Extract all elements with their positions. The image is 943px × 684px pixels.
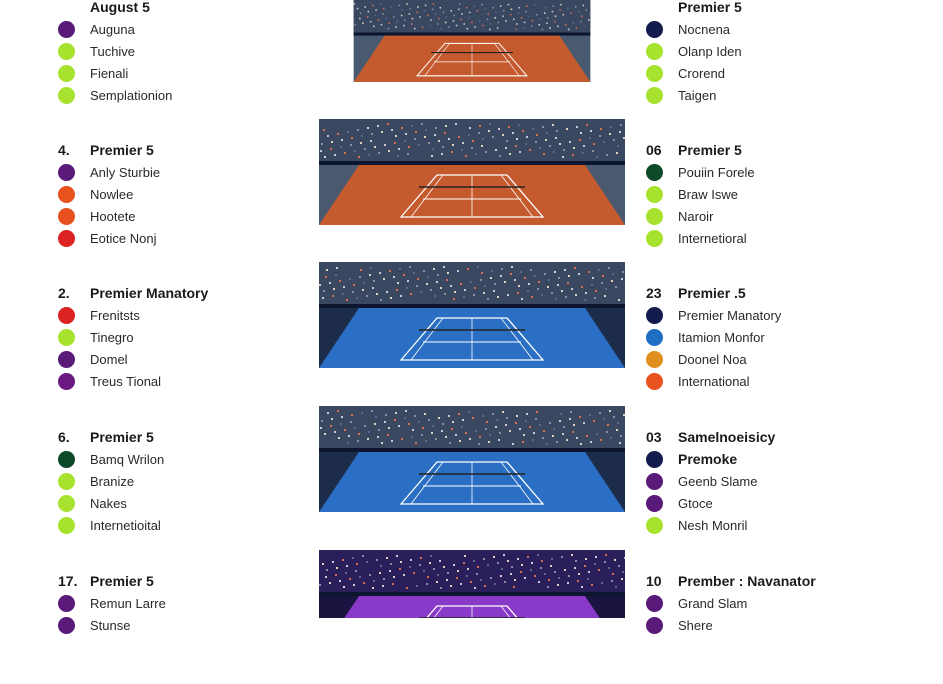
entry-heading <box>58 139 298 161</box>
list-item <box>646 227 936 249</box>
list-item <box>646 348 936 370</box>
entry-heading <box>58 570 298 592</box>
list-item-label: Taigen <box>678 87 717 103</box>
list-item-label: Braw Iswe <box>678 186 738 202</box>
entry-number: 06 <box>646 142 662 158</box>
list-item <box>646 614 936 636</box>
list-item-label: Nakes <box>90 495 127 511</box>
list-item-label: Geenb Slame <box>678 473 758 489</box>
list-item-label: Hootete <box>90 208 136 224</box>
list-item-label: Olanp Iden <box>678 43 742 59</box>
entry-number: 4. <box>58 142 70 158</box>
entry-heading <box>646 282 936 304</box>
list-item-label: Grand Slam <box>678 595 748 611</box>
category-dot <box>58 164 75 181</box>
category-dot <box>58 595 75 612</box>
list-item-label: Internetioral <box>678 230 747 246</box>
list-item <box>58 183 298 205</box>
list-item-label: Fienali <box>90 65 129 81</box>
category-dot <box>58 617 75 634</box>
list-item-label: Naroir <box>678 208 714 224</box>
list-item <box>646 18 936 40</box>
list-item-label: Remun Larre <box>90 595 166 611</box>
category-dot <box>646 186 663 203</box>
list-item <box>646 470 936 492</box>
category-dot <box>646 164 663 181</box>
entry-title: Prember : Navanator <box>678 573 816 589</box>
tournament-entry <box>646 282 936 392</box>
list-item <box>58 592 298 614</box>
list-item <box>646 183 936 205</box>
list-item-label: Nesh Monril <box>678 517 748 533</box>
list-item <box>646 161 936 183</box>
tournament-row <box>0 550 943 684</box>
list-item <box>646 370 936 392</box>
tournament-entry <box>646 139 936 249</box>
list-item <box>58 62 298 84</box>
tournament-row <box>0 119 943 253</box>
list-item-label: Branize <box>90 473 135 489</box>
court-photo <box>319 550 625 618</box>
list-item <box>58 304 298 326</box>
tournament-entry <box>58 0 298 106</box>
category-dot <box>646 43 663 60</box>
list-item-label: Shere <box>678 617 713 633</box>
list-item <box>646 448 936 470</box>
list-item <box>646 40 936 62</box>
category-dot <box>58 65 75 82</box>
category-dot <box>646 595 663 612</box>
list-item-label: Treus Tional <box>90 373 162 389</box>
list-item-label: Gtoce <box>678 495 713 511</box>
entry-title: Premier 5 <box>90 429 154 445</box>
list-item <box>646 592 936 614</box>
list-item <box>58 348 298 370</box>
entry-number: 03 <box>646 429 662 445</box>
category-dot <box>58 517 75 534</box>
list-item-label: Stunse <box>90 617 131 633</box>
entry-title: Premier .5 <box>678 285 746 301</box>
entry-title: Premier 5 <box>678 0 742 15</box>
category-dot <box>58 329 75 346</box>
entry-number: 6. <box>58 429 70 445</box>
category-dot <box>646 329 663 346</box>
list-item <box>646 62 936 84</box>
tournament-entry <box>58 139 298 249</box>
list-item <box>58 84 298 106</box>
list-item <box>58 326 298 348</box>
list-item <box>58 614 298 636</box>
entry-number: 17. <box>58 573 78 589</box>
list-item <box>58 227 298 249</box>
category-dot <box>58 351 75 368</box>
tournament-row <box>0 0 943 110</box>
entry-heading <box>58 282 298 304</box>
tournament-entry <box>58 426 298 536</box>
entry-title: Premier 5 <box>90 142 154 158</box>
category-dot <box>58 43 75 60</box>
list-item-label: Anly Sturbie <box>90 164 161 180</box>
category-dot <box>646 473 663 490</box>
list-item <box>58 205 298 227</box>
list-item <box>58 448 298 470</box>
tournament-entry <box>58 570 298 636</box>
tournament-entry <box>646 426 936 536</box>
list-item <box>58 470 298 492</box>
category-dot <box>646 617 663 634</box>
list-item-label: Tinegro <box>90 329 134 345</box>
list-item-label: Domel <box>90 351 128 367</box>
list-item-label: Nowlee <box>90 186 134 202</box>
tournament-row <box>0 406 943 540</box>
category-dot <box>646 230 663 247</box>
list-item-label: Itamion Monfor <box>678 329 765 345</box>
category-dot <box>646 495 663 512</box>
list-item <box>58 18 298 40</box>
entry-heading <box>58 426 298 448</box>
list-item <box>646 492 936 514</box>
list-item <box>58 492 298 514</box>
court-photo <box>319 406 625 512</box>
list-item-label: Doonel Noa <box>678 351 747 367</box>
category-dot <box>58 495 75 512</box>
list-item-label: Auguna <box>90 21 135 37</box>
court-photo <box>319 0 625 82</box>
category-dot <box>58 373 75 390</box>
list-item-label: Nocnena <box>678 21 731 37</box>
entry-number: 2. <box>58 285 70 301</box>
category-dot <box>646 517 663 534</box>
court-photo <box>319 262 625 368</box>
category-dot <box>646 21 663 38</box>
list-item-label: Bamq Wrilon <box>90 451 165 467</box>
tournament-row <box>0 262 943 396</box>
list-item-label: Eotice Nonj <box>90 230 157 246</box>
category-dot <box>646 373 663 390</box>
list-item <box>646 514 936 536</box>
entry-heading <box>646 0 936 18</box>
list-item-label: Premier Manatory <box>678 307 782 323</box>
list-item <box>646 205 936 227</box>
list-item <box>646 326 936 348</box>
entry-title: Samelnoeisicy <box>678 429 776 445</box>
category-dot <box>58 451 75 468</box>
list-item <box>646 84 936 106</box>
entry-number: 23 <box>646 285 662 301</box>
category-dot <box>646 65 663 82</box>
category-dot <box>58 307 75 324</box>
entry-heading <box>646 426 936 448</box>
entry-title: Premier Manatory <box>90 285 209 301</box>
category-dot <box>646 87 663 104</box>
list-item <box>58 514 298 536</box>
list-item-label: Semplationion <box>90 87 173 103</box>
category-dot <box>58 230 75 247</box>
entry-heading <box>646 570 936 592</box>
category-dot <box>646 208 663 225</box>
list-item <box>58 40 298 62</box>
entry-title: Premier 5 <box>678 142 742 158</box>
list-item <box>646 304 936 326</box>
category-dot <box>58 208 75 225</box>
entry-heading <box>646 139 936 161</box>
entry-title: August 5 <box>90 0 150 15</box>
list-item-label: Crorend <box>678 65 725 81</box>
list-item-label: International <box>678 373 750 389</box>
tournament-entry <box>646 570 936 636</box>
tournament-entry <box>58 282 298 392</box>
list-item-label: Tuchive <box>90 43 136 59</box>
list-item <box>58 161 298 183</box>
entry-number: 10 <box>646 573 662 589</box>
entry-heading <box>58 0 298 18</box>
category-dot <box>646 351 663 368</box>
list-item <box>58 370 298 392</box>
entry-title: Premier 5 <box>90 573 154 589</box>
category-dot <box>58 186 75 203</box>
list-item-label: Pouiin Forele <box>678 164 755 180</box>
list-item-label: Frenitsts <box>90 307 140 323</box>
category-dot <box>58 87 75 104</box>
category-dot <box>58 473 75 490</box>
category-dot <box>646 307 663 324</box>
tournament-entry <box>646 0 936 106</box>
list-item-label: Premoke <box>678 451 738 467</box>
category-dot <box>646 451 663 468</box>
list-item-label: Internetioital <box>90 517 161 533</box>
category-dot <box>58 21 75 38</box>
court-photo <box>319 119 625 225</box>
